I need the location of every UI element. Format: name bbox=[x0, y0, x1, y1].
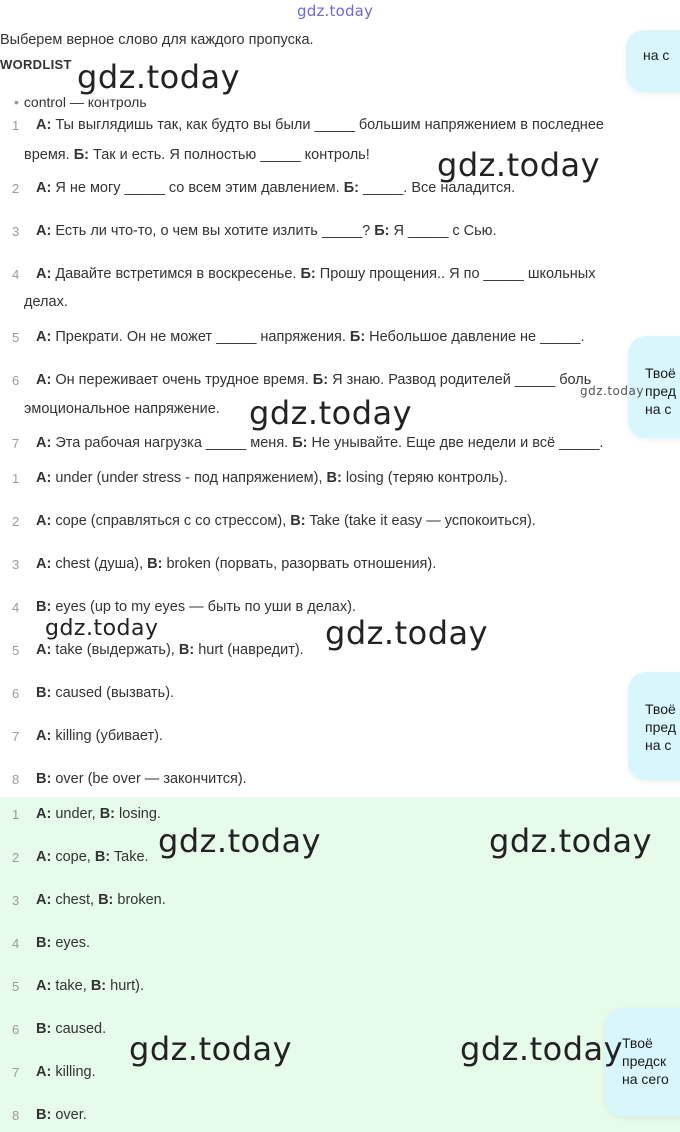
watermark: gdz.today bbox=[437, 146, 601, 184]
speaker-a: A: bbox=[36, 642, 52, 658]
speaker-b: Б: bbox=[349, 329, 366, 345]
watermark: gdz.today bbox=[77, 58, 241, 96]
speaker-a: A: bbox=[36, 329, 52, 345]
speaker-b: Б: bbox=[292, 435, 308, 451]
speaker-b: B: bbox=[36, 1021, 52, 1037]
answer-line bbox=[36, 886, 676, 915]
speaker-b: B: bbox=[326, 470, 342, 486]
exercise-line bbox=[36, 111, 676, 140]
answer-text: eyes. bbox=[51, 935, 90, 951]
sentence-text: Небольшое давление не _____. bbox=[365, 329, 585, 345]
speaker-b: B: bbox=[36, 771, 52, 787]
answer-text: losing. bbox=[115, 806, 161, 822]
sentence-text: Он переживает очень трудное время. bbox=[51, 372, 313, 388]
exercise-line-continued bbox=[24, 147, 370, 163]
translation-line bbox=[36, 507, 676, 536]
wordlist-title: WORDLIST bbox=[0, 57, 72, 72]
sentence-text: Давайте встретимся в воскресенье. bbox=[51, 266, 301, 282]
answer-line bbox=[36, 1058, 676, 1087]
exercise-line bbox=[36, 366, 676, 395]
answer-line bbox=[36, 1101, 676, 1130]
translation-line bbox=[36, 679, 676, 708]
watermark: gdz.today bbox=[489, 822, 653, 860]
watermark: gdz.today bbox=[325, 614, 489, 652]
answer-text: take (выдержать), bbox=[51, 642, 179, 658]
speaker-b: B: bbox=[36, 685, 52, 701]
answer-line bbox=[36, 972, 676, 1001]
sentence-text: Не унывайте. Еще две недели и всё _____. bbox=[307, 435, 604, 451]
item-number: 4 bbox=[12, 936, 20, 951]
speaker-a: A: bbox=[36, 849, 52, 865]
speaker-a: A: bbox=[36, 266, 52, 282]
speaker-a: A: bbox=[36, 180, 52, 196]
item-number: 7 bbox=[12, 1065, 20, 1080]
sentence-text: Так и есть. Я полностью _____ контроль! bbox=[88, 147, 370, 163]
item-number: 2 bbox=[12, 181, 20, 196]
speaker-a: A: bbox=[36, 728, 52, 744]
translation-line bbox=[36, 765, 676, 794]
speaker-a: A: bbox=[36, 1064, 52, 1080]
item-number: 3 bbox=[12, 224, 20, 239]
answer-line bbox=[36, 929, 676, 958]
speaker-a: A: bbox=[36, 806, 52, 822]
promo-card[interactable]: Твоё предск на сего bbox=[605, 1008, 680, 1116]
answer-text: cope (справляться с со стрессом), bbox=[51, 513, 291, 529]
item-number: 2 bbox=[12, 514, 20, 529]
exercise-line bbox=[36, 217, 676, 246]
speaker-a: A: bbox=[36, 892, 52, 908]
bullet-icon: • bbox=[14, 94, 19, 110]
speaker-b: B: bbox=[36, 1107, 52, 1123]
watermark: gdz.today bbox=[460, 1030, 624, 1068]
item-number: 6 bbox=[12, 1022, 20, 1037]
answer-text: caused. bbox=[51, 1021, 107, 1037]
item-number: 4 bbox=[12, 600, 20, 615]
sentence-text: Прекрати. Он не может _____ напряжения. bbox=[51, 329, 350, 345]
sentence-text: _____. Все наладится. bbox=[358, 180, 516, 196]
sentence-text: время. bbox=[24, 147, 74, 163]
answer-line bbox=[36, 1015, 676, 1044]
answer-text: hurt). bbox=[106, 978, 144, 994]
answer-text: chest, bbox=[51, 892, 99, 908]
answer-text: eyes (up to my eyes — быть по уши в делах). bbox=[51, 599, 356, 615]
speaker-b: Б: bbox=[300, 266, 316, 282]
exercise-line-continued: делах. bbox=[24, 294, 68, 310]
sentence-text: Есть ли что-то, о чем вы хотите излить _____? bbox=[51, 223, 375, 239]
speaker-b: B: bbox=[290, 513, 306, 529]
item-number: 4 bbox=[12, 267, 20, 282]
speaker-a: A: bbox=[36, 372, 52, 388]
exercise-instruction: Выберем верное слово для каждого пропуска. bbox=[0, 32, 314, 48]
wordlist-item-text: control — контроль bbox=[23, 94, 147, 110]
speaker-a: A: bbox=[36, 117, 52, 133]
speaker-b: B: bbox=[90, 978, 107, 994]
answer-text: caused (вызвать). bbox=[51, 685, 175, 701]
answer-text: under (under stress - под напряжением), bbox=[51, 470, 327, 486]
watermark: gdz.today bbox=[158, 822, 322, 860]
speaker-a: A: bbox=[36, 978, 52, 994]
promo-card[interactable]: Твоё пред на с bbox=[628, 672, 680, 780]
item-number: 8 bbox=[12, 1108, 20, 1123]
answer-text: killing (убивает). bbox=[51, 728, 163, 744]
speaker-b: B: bbox=[94, 849, 111, 865]
answer-text: Take. bbox=[110, 849, 149, 865]
watermark: gdz.today bbox=[580, 384, 644, 398]
exercise-line bbox=[36, 174, 676, 203]
sentence-text: Я знаю. Развод родителей _____ боль bbox=[328, 372, 592, 388]
answer-line bbox=[36, 843, 676, 872]
speaker-a: A: bbox=[36, 223, 52, 239]
exercise-line bbox=[36, 260, 676, 289]
watermark: gdz.today bbox=[129, 1030, 293, 1068]
answer-text: over. bbox=[51, 1107, 87, 1123]
translation-line bbox=[36, 550, 676, 579]
translation-line bbox=[36, 464, 676, 493]
exercise-line-continued: эмоциональное напряжение. bbox=[24, 401, 220, 417]
item-number: 6 bbox=[12, 373, 20, 388]
answer-text: losing (теряю контроль). bbox=[341, 470, 508, 486]
promo-card[interactable]: на с bbox=[626, 30, 680, 92]
answer-text: over (be over — закончится). bbox=[51, 771, 247, 787]
translation-line bbox=[36, 722, 676, 751]
sentence-text: Ты выглядишь так, как будто вы были _____ большим напряжением в последнее bbox=[51, 117, 604, 133]
answer-text: cope, bbox=[51, 849, 95, 865]
exercise-line bbox=[36, 323, 676, 352]
item-number: 3 bbox=[12, 893, 20, 908]
speaker-b: Б: bbox=[73, 147, 89, 163]
answer-line bbox=[36, 800, 676, 829]
answer-text: Take (take it easy — успокоиться). bbox=[305, 513, 536, 529]
answer-text: hurt (навредит). bbox=[194, 642, 304, 658]
sentence-text: Эта рабочая нагрузка _____ меня. bbox=[51, 435, 293, 451]
item-number: 5 bbox=[12, 330, 20, 345]
speaker-a: A: bbox=[36, 556, 52, 572]
sentence-text: Я _____ с Сью. bbox=[389, 223, 497, 239]
translation-line bbox=[36, 636, 676, 665]
answer-text: chest (душа), bbox=[51, 556, 148, 572]
speaker-b: B: bbox=[178, 642, 195, 658]
speaker-b: B: bbox=[147, 556, 163, 572]
item-number: 1 bbox=[12, 807, 20, 822]
speaker-b: B: bbox=[99, 806, 115, 822]
item-number: 5 bbox=[12, 643, 20, 658]
item-number: 1 bbox=[12, 118, 20, 133]
speaker-a: A: bbox=[36, 435, 52, 451]
speaker-a: A: bbox=[36, 470, 52, 486]
item-number: 3 bbox=[12, 557, 20, 572]
item-number: 2 bbox=[12, 850, 20, 865]
answer-text: broken (порвать, разорвать отношения). bbox=[162, 556, 437, 572]
speaker-b: B: bbox=[98, 892, 114, 908]
item-number: 1 bbox=[12, 471, 20, 486]
item-number: 8 bbox=[12, 772, 20, 787]
speaker-b: Б: bbox=[343, 180, 359, 196]
item-number: 7 bbox=[12, 436, 20, 451]
item-number: 5 bbox=[12, 979, 20, 994]
answer-text: under, bbox=[51, 806, 100, 822]
promo-card[interactable]: Твоё пред на с bbox=[628, 336, 680, 438]
site-logo[interactable]: gdz.today bbox=[297, 2, 374, 20]
speaker-a: A: bbox=[36, 513, 52, 529]
speaker-b: B: bbox=[36, 935, 52, 951]
answer-text: take, bbox=[51, 978, 91, 994]
item-number: 6 bbox=[12, 686, 20, 701]
answer-text: killing. bbox=[51, 1064, 96, 1080]
item-number: 7 bbox=[12, 729, 20, 744]
watermark: gdz.today bbox=[249, 394, 413, 432]
translation-line bbox=[36, 593, 676, 622]
wordlist-item bbox=[14, 94, 147, 110]
speaker-b: B: bbox=[36, 599, 52, 615]
watermark: gdz.today bbox=[45, 616, 159, 641]
answer-text: broken. bbox=[113, 892, 166, 908]
sentence-text: Прошу прощения.. Я по _____ школьных bbox=[315, 266, 596, 282]
exercise-line bbox=[36, 429, 676, 458]
sentence-text: Я не могу _____ со всем этим давлением. bbox=[51, 180, 344, 196]
speaker-b: Б: bbox=[312, 372, 329, 388]
speaker-b: Б: bbox=[374, 223, 390, 239]
